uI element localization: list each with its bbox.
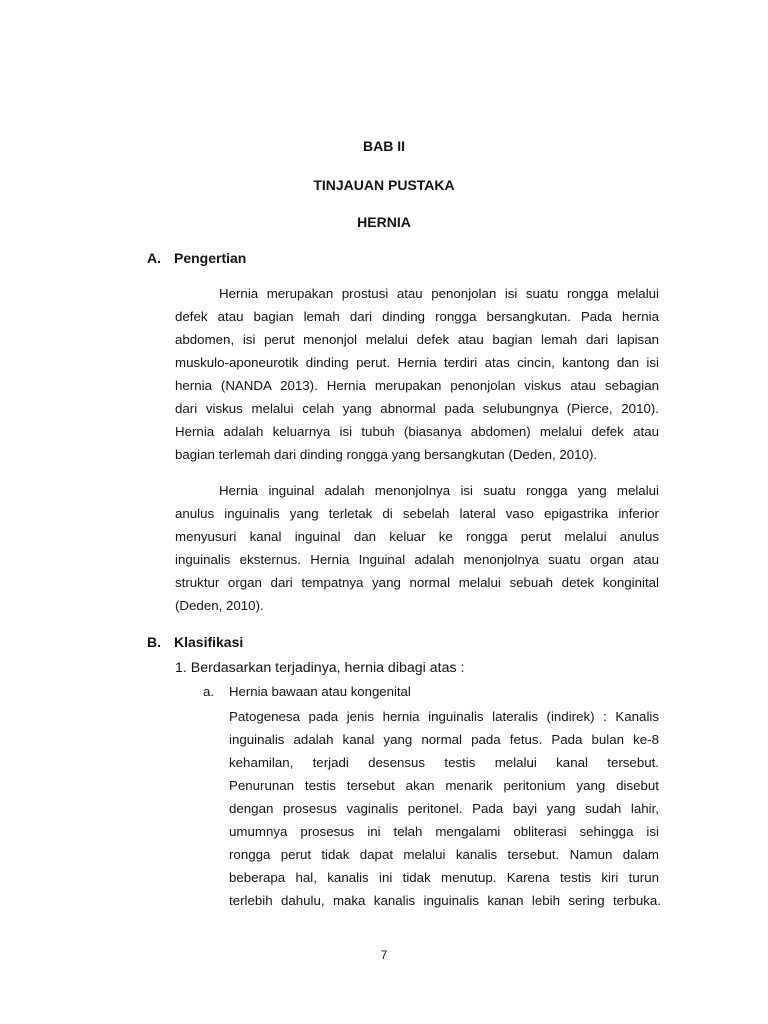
paragraph-line: Hernia adalah keluarnya isi tubuh (biasanya abdomen) melalui defek atau (175, 424, 659, 439)
paragraph-line: inguinalis adalah kanal yang normal pada fetus. Pada bulan ke-8 (229, 732, 659, 747)
paragraph-line: dengan prosesus vaginalis peritonel. Pada bayi yang sudah lahir, (229, 801, 659, 816)
paragraph-line: bagian terlemah dari dinding rongga yang bersangkutan (Deden, 2010). (175, 447, 598, 462)
paragraph-line: Hernia merupakan prostusi atau penonjolan isi suatu rongga melalui (219, 286, 659, 301)
paragraph-line: terlebih dahulu, maka kanalis inguinalis kanan lebih sering terbuka. (229, 893, 661, 908)
paragraph-line: Penurunan testis tersebut akan menarik peritonium yang disebut (229, 778, 659, 793)
section-b-marker: B. (147, 634, 161, 650)
list-item-a-title: Hernia bawaan atau kongenital (229, 684, 411, 699)
section-a-title: Pengertian (174, 250, 247, 266)
paragraph-line: beberapa hal, kanalis ini tidak menutup. Karena testis kiri turun (229, 870, 659, 885)
paragraph-line: menyusuri kanal inguinal dan keluar ke rongga perut melalui anulus (175, 529, 659, 544)
paragraph-line: (Deden, 2010). (175, 598, 264, 613)
paragraph-line: umumnya prosesus ini telah mengalami obliterasi sehingga isi (229, 824, 659, 839)
list-item-1: 1. Berdasarkan terjadinya, hernia dibagi atas : (175, 660, 465, 676)
section-a-heading (147, 249, 246, 267)
paragraph-line: defek atau bagian lemah dari dinding rongga bersangkutan. Pada hernia (175, 309, 659, 324)
chapter-title: TINJAUAN PUSTAKA (313, 177, 455, 193)
paragraph-line: dari viskus melalui celah yang abnormal pada selubungnya (Pierce, 2010). (175, 401, 659, 416)
paragraph-line: hernia (NANDA 2013). Hernia merupakan penonjolan viskus atau sebagian (175, 378, 659, 393)
section-b-heading (147, 633, 243, 651)
paragraph-line: muskulo-aponeurotik dinding perut. Hernia terdiri atas cincin, kantong dan isi (175, 355, 659, 370)
list-item-a (203, 683, 411, 701)
list-item-a-marker: a. (203, 684, 214, 699)
paragraph-line: Hernia inguinal adalah menonjolnya isi suatu rongga yang melalui (219, 483, 659, 498)
paragraph-line: inguinalis eksternus. Hernia Inguinal adalah menonjolnya suatu organ atau (175, 552, 659, 567)
section-b-title: Klasifikasi (174, 634, 244, 650)
paragraph-line: Patogenesa pada jenis hernia inguinalis lateralis (indirek) : Kanalis (229, 709, 659, 724)
paragraph-line: struktur organ dari tempatnya yang normal melalui sebuah detek konginital (175, 575, 659, 590)
paragraph-line: anulus inguinalis yang terletak di sebelah lateral vaso epigastrika inferior (175, 506, 659, 521)
chapter-heading: BAB II (363, 138, 405, 154)
topic-title: HERNIA (357, 214, 411, 230)
page-number: 7 (380, 948, 388, 962)
paragraph-line: abdomen, isi perut menonjol melalui defek atau bagian lemah dari lapisan (175, 332, 659, 347)
section-a-marker: A. (147, 250, 161, 266)
paragraph-line: rongga perut tidak dapat melalui kanalis tersebut. Namun dalam (229, 847, 659, 862)
paragraph-line: kehamilan, terjadi desensus testis melalui kanal tersebut. (229, 755, 659, 770)
